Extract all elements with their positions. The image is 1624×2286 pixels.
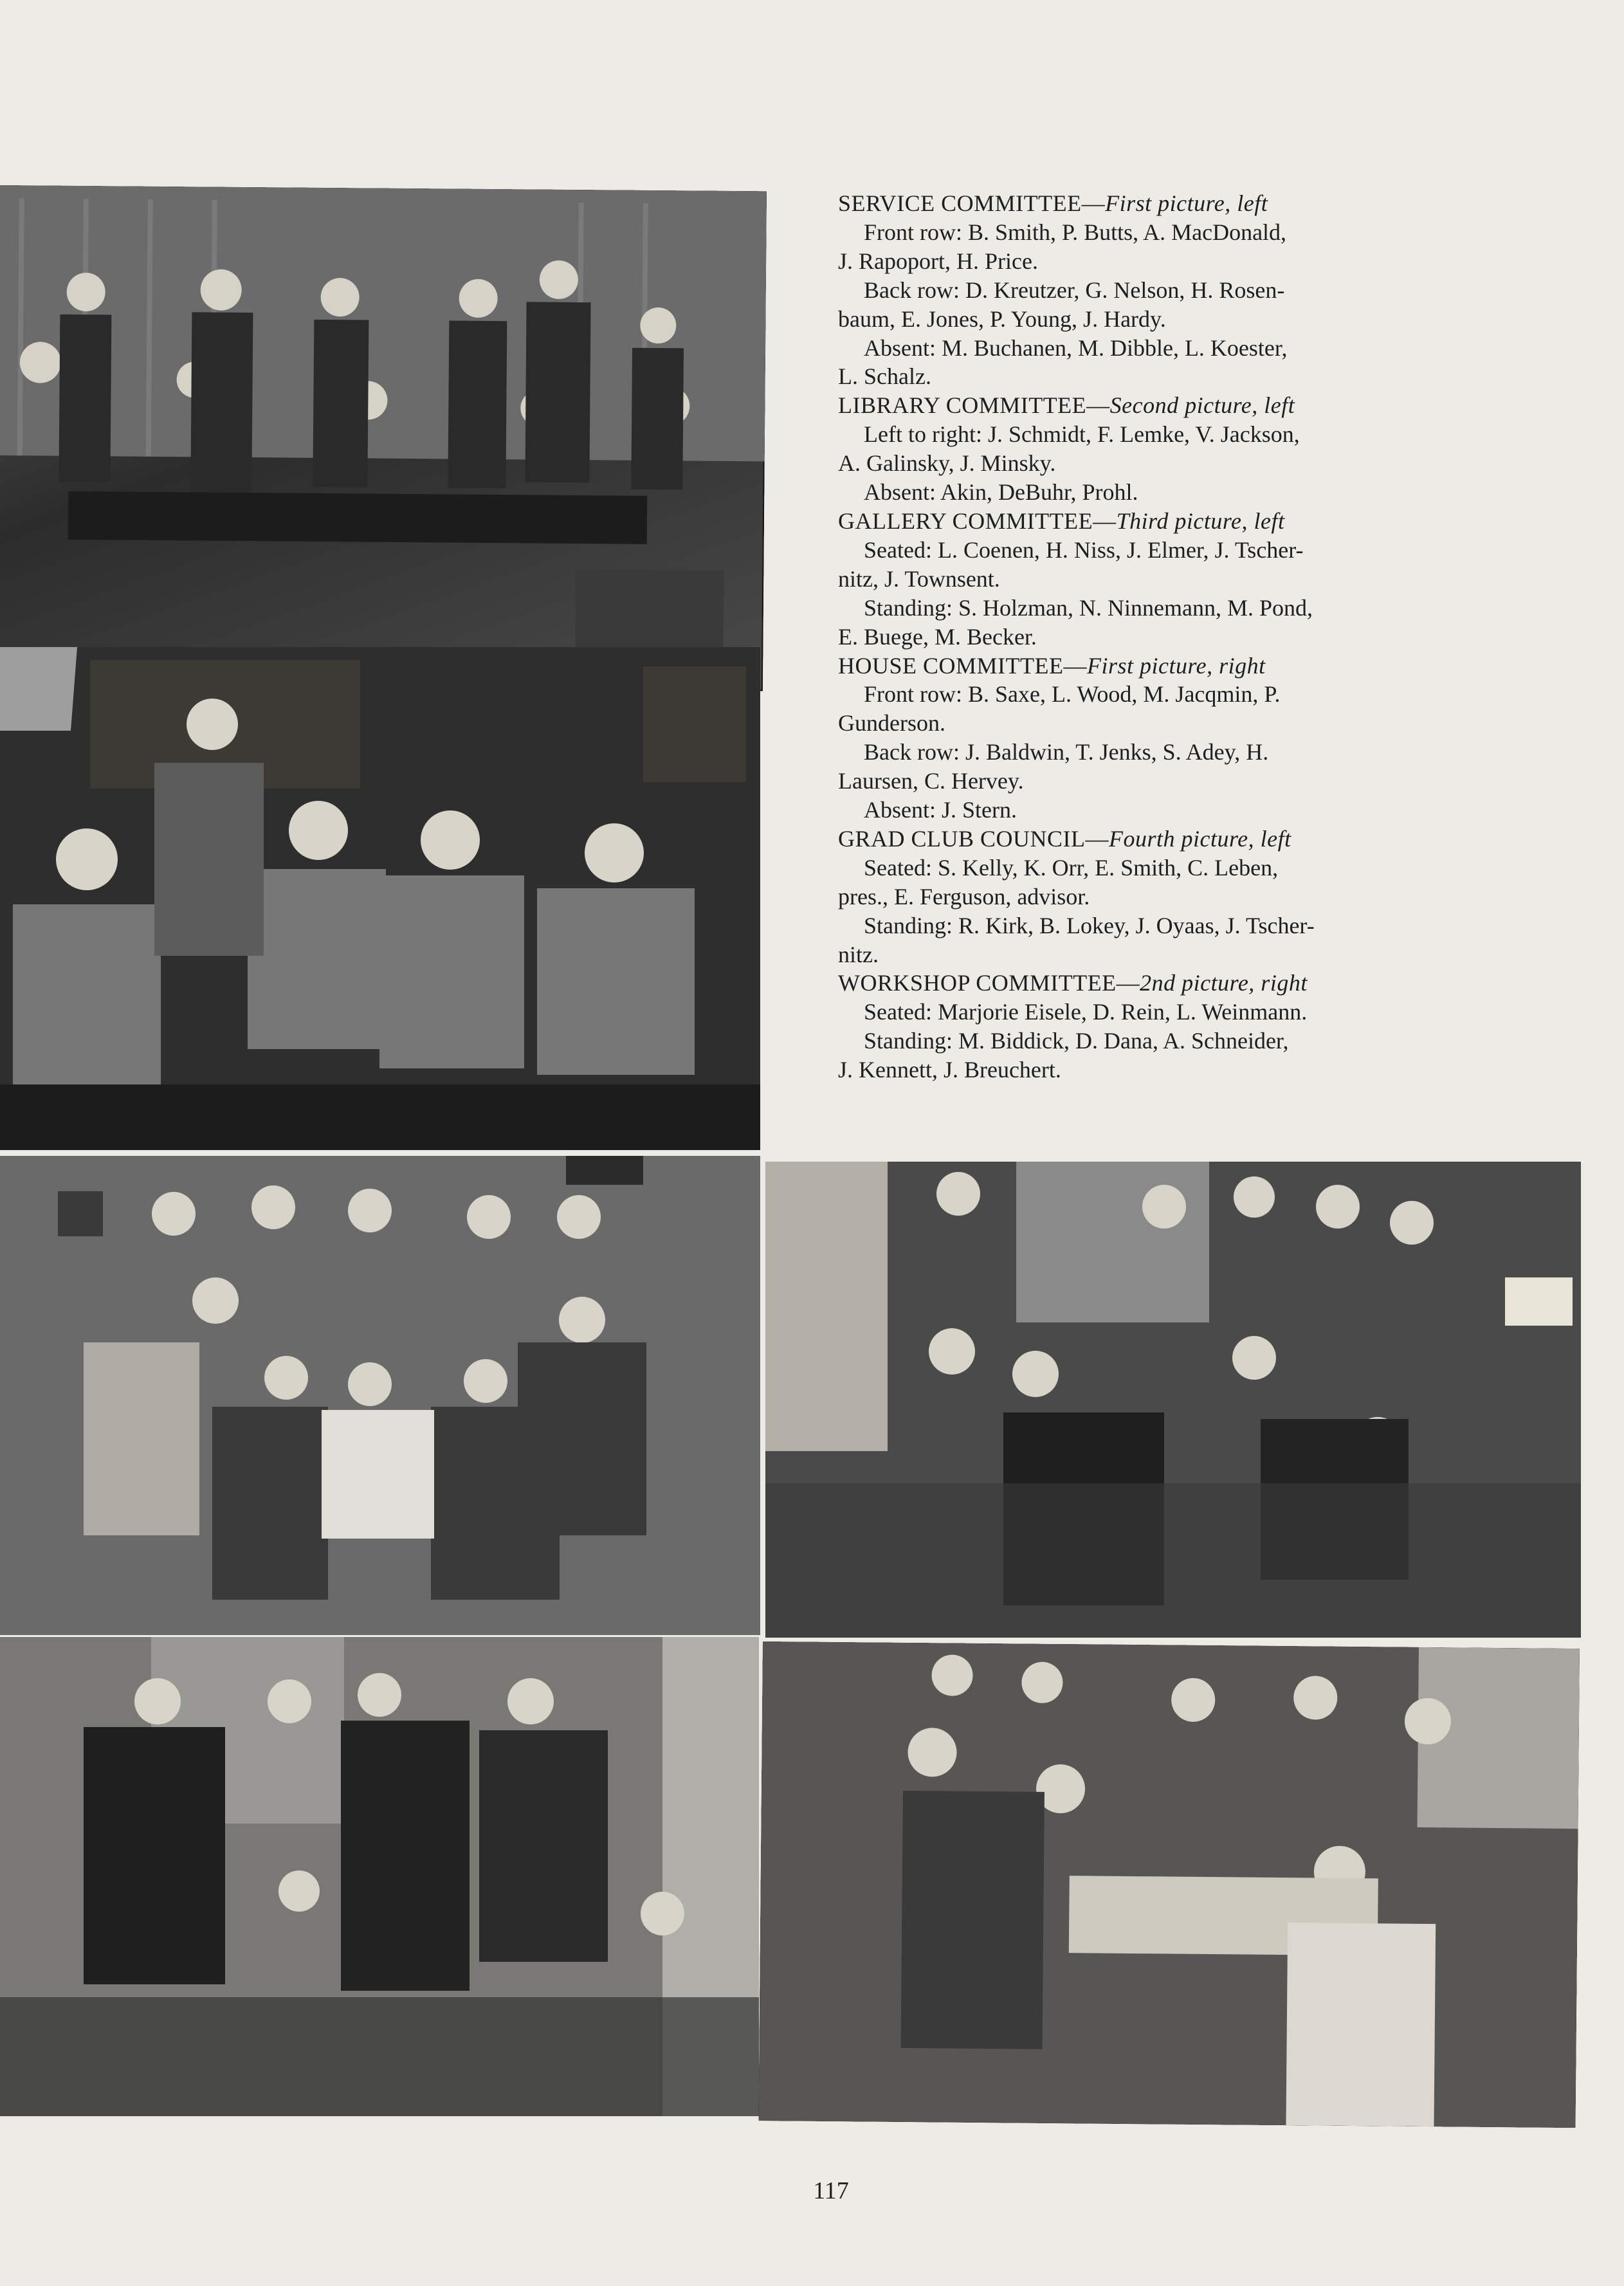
caption-line: Absent: J. Stern. <box>864 797 1017 823</box>
photo-grad-club-council <box>0 1637 759 2116</box>
caption-line: Front row: B. Smith, P. Butts, A. MacDonald, <box>864 219 1287 245</box>
caption-workshop-committee: WORKSHOP COMMITTEE—2nd picture, right Seated: Marjorie Eisele, D. Rein, L. Weinmann. Standing: M. Biddick, D. Dana, A. Schneider, J. Kennett, J. Breuchert. <box>838 969 1386 1084</box>
caption-line: Absent: Akin, DeBuhr, Prohl. <box>864 479 1138 506</box>
group-photo-icon <box>758 1641 1579 2128</box>
group-photo-icon <box>0 1637 759 2116</box>
caption-gallery-committee: GALLERY COMMITTEE—Third picture, left Seated: L. Coenen, H. Niss, J. Elmer, J. Tscher- nitz, J. Townsent. Standing: S. Holzman, N. Ninnemann, M. Pond, E. Buege, M. Becker. <box>838 507 1386 652</box>
caption-line: Seated: S. Kelly, K. Orr, E. Smith, C. Leben, <box>864 854 1279 881</box>
caption-line: Laursen, C. Hervey. <box>838 768 1024 794</box>
caption-title: WORKSHOP COMMITTEE <box>838 970 1117 996</box>
caption-ref: First picture, right <box>1086 652 1266 679</box>
caption-title: HOUSE COMMITTEE <box>838 652 1064 679</box>
caption-line: baum, E. Jones, P. Young, J. Hardy. <box>838 306 1166 332</box>
caption-service-committee: SERVICE COMMITTEE—First picture, left Front row: B. Smith, P. Butts, A. MacDonald, J. Rapoport, H. Price. Back row: D. Kreutzer, G. Nelson, H. Rosen- baum, E. Jones, P. Young, J. Hardy. Absent: M. Buchanen, M. Dibble, L. Koester, L. Schalz. <box>838 189 1386 391</box>
caption-title: LIBRARY COMMITTEE <box>838 392 1087 419</box>
caption-line: A. Galinsky, J. Minsky. <box>838 450 1056 477</box>
caption-line: Standing: S. Holzman, N. Ninnemann, M. Pond, <box>864 594 1313 621</box>
group-photo-icon <box>0 647 760 1150</box>
caption-column <box>838 189 1386 1084</box>
caption-title: GALLERY COMMITTEE <box>838 507 1093 534</box>
caption-library-committee: LIBRARY COMMITTEE—Second picture, left Left to right: J. Schmidt, F. Lemke, V. Jackson, A. Galinsky, J. Minsky. Absent: Akin, DeBuhr, Prohl. <box>838 391 1386 507</box>
caption-line: L. Schalz. <box>838 363 931 390</box>
caption-ref: Third picture, left <box>1116 507 1285 534</box>
caption-line: Gunderson. <box>838 710 945 736</box>
caption-line: J. Rapoport, H. Price. <box>838 248 1038 274</box>
photo-gallery-committee <box>0 1156 760 1635</box>
group-photo-icon <box>765 1162 1581 1638</box>
caption-line: Standing: R. Kirk, B. Lokey, J. Oyaas, J. Tscher- <box>864 912 1315 938</box>
caption-line: Standing: M. Biddick, D. Dana, A. Schneider, <box>864 1028 1289 1054</box>
group-photo-icon <box>0 185 767 691</box>
caption-line: Seated: Marjorie Eisele, D. Rein, L. Weinmann. <box>864 999 1308 1025</box>
photo-library-committee <box>0 647 760 1150</box>
caption-ref: First picture, left <box>1105 190 1268 216</box>
caption-line: Seated: L. Coenen, H. Niss, J. Elmer, J. Tscher- <box>864 536 1304 563</box>
caption-line: Absent: M. Buchanen, M. Dibble, L. Koester, <box>864 334 1288 361</box>
caption-ref: 2nd picture, right <box>1140 970 1308 996</box>
caption-line: nitz, J. Townsent. <box>838 565 1000 592</box>
page-number: 117 <box>813 2177 849 2204</box>
caption-line: Front row: B. Saxe, L. Wood, M. Jacqmin, P. <box>864 681 1281 708</box>
photo-service-committee <box>0 185 767 691</box>
caption-line: Back row: D. Kreutzer, G. Nelson, H. Rosen- <box>864 277 1285 303</box>
caption-title: SERVICE COMMITTEE <box>838 190 1082 216</box>
caption-line: J. Kennett, J. Breuchert. <box>838 1057 1061 1083</box>
caption-house-committee: HOUSE COMMITTEE—First picture, right Front row: B. Saxe, L. Wood, M. Jacqmin, P. Gunderson. Back row: J. Baldwin, T. Jenks, S. Adey, H. Laursen, C. Hervey. Absent: J. Stern. <box>838 652 1386 825</box>
caption-line: E. Buege, M. Becker. <box>838 623 1037 650</box>
caption-line: nitz. <box>838 941 879 967</box>
caption-ref: Second picture, left <box>1109 392 1295 419</box>
caption-ref: Fourth picture, left <box>1109 825 1291 852</box>
caption-title: GRAD CLUB COUNCIL <box>838 825 1086 852</box>
photo-workshop-committee <box>758 1641 1579 2128</box>
group-photo-icon <box>0 1156 760 1635</box>
caption-line: Left to right: J. Schmidt, F. Lemke, V. Jackson, <box>864 421 1300 448</box>
caption-line: pres., E. Ferguson, advisor. <box>838 883 1090 910</box>
photo-house-committee <box>765 1162 1581 1638</box>
caption-line: Back row: J. Baldwin, T. Jenks, S. Adey, H. <box>864 739 1269 765</box>
caption-grad-club-council: GRAD CLUB COUNCIL—Fourth picture, left Seated: S. Kelly, K. Orr, E. Smith, C. Leben, pres., E. Ferguson, advisor. Standing: R. Kirk, B. Lokey, J. Oyaas, J. Tscher- nitz. <box>838 825 1386 969</box>
